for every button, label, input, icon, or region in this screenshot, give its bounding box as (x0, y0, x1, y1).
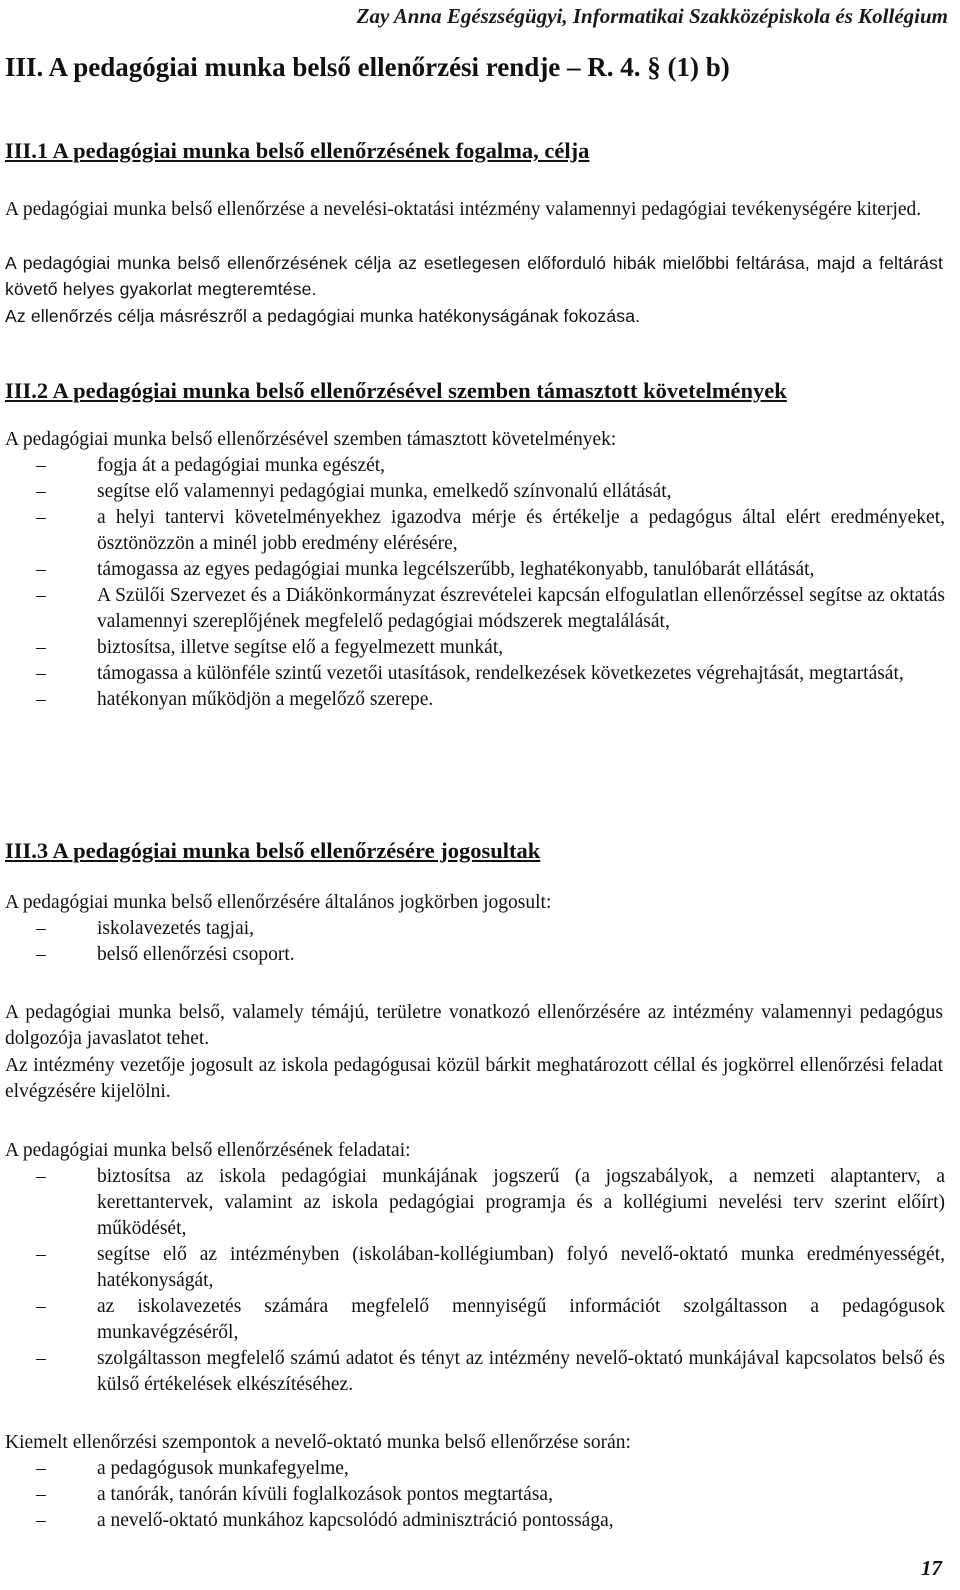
dash-bullet: – (36, 663, 46, 684)
list-item (0, 479, 945, 505)
authorized-list (0, 916, 945, 968)
dash-bullet: – (36, 1510, 46, 1531)
list-item-text: a nevelő-oktató munkához kapcsolódó adminisztráció pontossága, (97, 1510, 614, 1531)
requirements-list (0, 453, 945, 713)
paragraph: A pedagógiai munka belső ellenőrzésére általános jogkörben jogosult: (5, 892, 552, 913)
list-item (0, 1164, 945, 1242)
list-item (0, 1242, 945, 1294)
list-item (0, 916, 945, 942)
dash-bullet: – (36, 1458, 46, 1479)
page-number: 17 (921, 1556, 942, 1580)
dash-bullet: – (36, 507, 46, 528)
list-item-text: hatékonyan működjön a megelőző szerepe. (97, 689, 434, 710)
dash-bullet: – (36, 1484, 46, 1505)
section-heading-3-2: III.2 A pedagógiai munka belső ellenőrzésével szemben támasztott követelmények (5, 378, 787, 403)
list-item (0, 505, 945, 557)
list-item-text: iskolavezetés tagjai, (97, 918, 255, 939)
paragraph: Az ellenőrzés célja másrészről a pedagógiai munka hatékonyságának fokozása. (5, 306, 641, 326)
list-item (0, 687, 945, 713)
dash-bullet: – (36, 1244, 46, 1265)
list-item-text: az iskolavezetés számára megfelelő mennyiségű információt szolgáltasson a pedagógusok munkavégzéséről, (97, 1296, 945, 1343)
list-item-text: biztosítsa, illetve segítse elő a fegyelmezett munkát, (97, 637, 504, 658)
document-title: III. A pedagógiai munka belső ellenőrzési rendje – R. 4. § (1) b) (5, 52, 730, 82)
list-item-text: támogassa a különféle szintű vezetői utasítások, rendelkezések következetes végrehajtását, megtartását, (97, 663, 904, 684)
section-heading-3-1: III.1 A pedagógiai munka belső ellenőrzésének fogalma, célja (5, 138, 590, 163)
running-header: Zay Anna Egészségügyi, Informatikai Szakközépiskola és Kollégium (356, 4, 948, 28)
list-item (0, 453, 945, 479)
focus-list (0, 1456, 945, 1534)
paragraph: A pedagógiai munka belső ellenőrzése a nevelési-oktatási intézmény valamennyi pedagógiai tevékenységére kiterjed. (5, 199, 922, 220)
list-item-text: biztosítsa az iskola pedagógiai munkájának jogszerű (a jogszabályok, a nemzeti alaptanterv, a kerettantervek, valamint az iskola pedagógiai programja és a kollégiumi nevelési terv szerint előírt) működését, (97, 1166, 945, 1239)
list-item (0, 1294, 945, 1346)
paragraph: A pedagógiai munka belső, valamely témájú, területre vonatkozó ellenőrzésére az intézmény valamennyi pedagógus dolgozója javaslatot tehet. (5, 1002, 943, 1049)
dash-bullet: – (36, 637, 46, 658)
paragraph: Kiemelt ellenőrzési szempontok a nevelő-oktató munka belső ellenőrzése során: (5, 1432, 631, 1453)
list-item (0, 1508, 945, 1534)
paragraph: A pedagógiai munka belső ellenőrzésével szemben támasztott követelmények: (5, 429, 617, 450)
list-item (0, 661, 945, 687)
dash-bullet: – (36, 944, 46, 965)
dash-bullet: – (36, 559, 46, 580)
list-item-text: fogja át a pedagógiai munka egészét, (97, 455, 386, 476)
list-item (0, 942, 945, 968)
list-item (0, 583, 945, 635)
list-item-text: a helyi tantervi követelményekhez igazodva mérje és értékelje a pedagógus által elért eredményeket, ösztönözzön a minél jobb eredmény elérésére, (97, 507, 945, 554)
paragraph: Az intézmény vezetője jogosult az iskola pedagógusai közül bárkit meghatározott céllal és jogkörrel ellenőrzési feladat elvégzésére kijelölni. (5, 1055, 943, 1102)
paragraph: A pedagógiai munka belső ellenőrzésének feladatai: (5, 1140, 411, 1161)
paragraph: A pedagógiai munka belső ellenőrzésének célja az esetlegesen előforduló hibák mielőbbi feltárása, majd a feltárást követő helyes gyakorlat megteremtése. (5, 253, 943, 299)
dash-bullet: – (36, 455, 46, 476)
list-item-text: a pedagógusok munkafegyelme, (97, 1458, 349, 1479)
section-heading-3-3: III.3 A pedagógiai munka belső ellenőrzésére jogosultak (5, 838, 541, 863)
list-item-text: segítse elő valamennyi pedagógiai munka, emelkedő színvonalú ellátását, (97, 481, 672, 502)
dash-bullet: – (36, 1296, 46, 1317)
list-item (0, 1482, 945, 1508)
list-item-text: belső ellenőrzési csoport. (97, 944, 295, 965)
list-item (0, 635, 945, 661)
dash-bullet: – (36, 918, 46, 939)
dash-bullet: – (36, 1348, 46, 1369)
dash-bullet: – (36, 585, 46, 606)
dash-bullet: – (36, 1166, 46, 1187)
list-item-text: támogassa az egyes pedagógiai munka legcélszerűbb, leghatékonyabb, tanulóbarát ellátását, (97, 559, 815, 580)
tasks-list (0, 1164, 945, 1398)
list-item-text: szolgáltasson megfelelő számú adatot és tényt az intézmény nevelő-oktató munkájával kapcsolatos belső és külső értékelések elkészítéséhez. (97, 1348, 945, 1395)
list-item-text: segítse elő az intézményben (iskolában-kollégiumban) folyó nevelő-oktató munka eredményességét, hatékonyságát, (97, 1244, 945, 1291)
dash-bullet: – (36, 689, 46, 710)
list-item (0, 1456, 945, 1482)
list-item (0, 1346, 945, 1398)
dash-bullet: – (36, 481, 46, 502)
list-item (0, 557, 945, 583)
list-item-text: a tanórák, tanórán kívüli foglalkozások pontos megtartása, (97, 1484, 553, 1505)
list-item-text: A Szülői Szervezet és a Diákönkormányzat észrevételei kapcsán elfogulatlan ellenőrzéssel segítse az oktatás valamennyi szereplőjének megfelelő pedagógiai módszerek megtalálását, (97, 585, 945, 632)
